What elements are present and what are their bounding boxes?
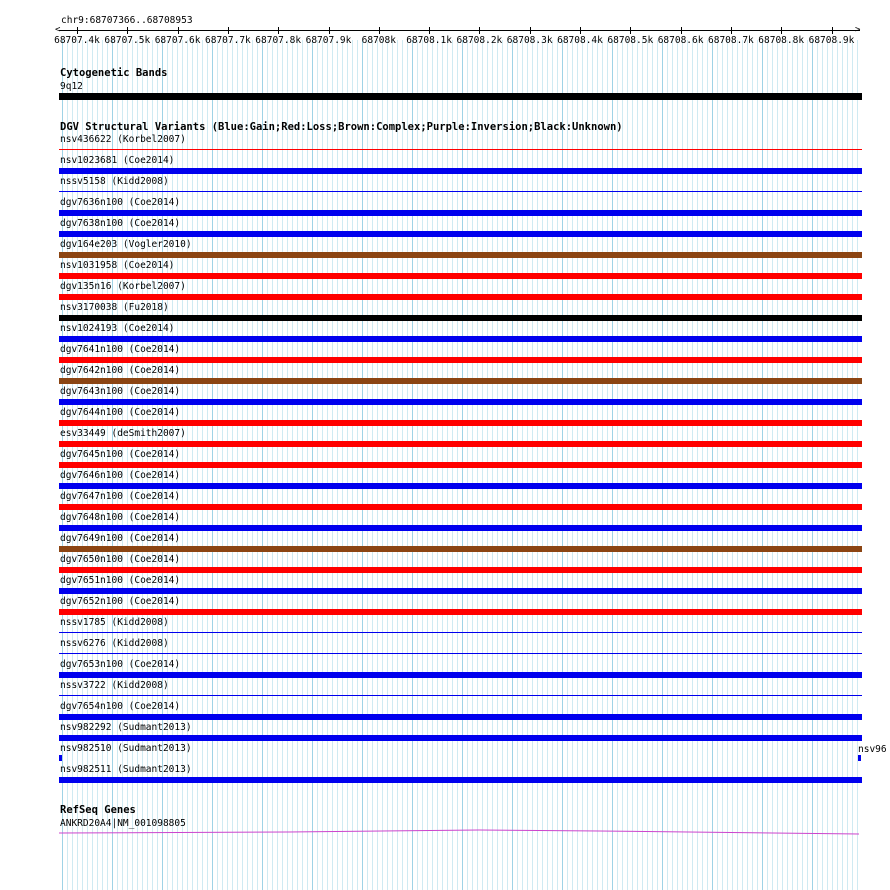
variant-label[interactable]: nsv3170038 (Fu2018)	[60, 302, 169, 313]
variant-bar[interactable]	[59, 546, 862, 552]
variant-bar[interactable]	[59, 777, 862, 783]
variant-label[interactable]: dgv7642n100 (Coe2014)	[60, 365, 181, 376]
variant-bar[interactable]	[59, 609, 862, 615]
ruler-tick-label: 68707.6k	[154, 35, 201, 46]
refseq-gene-line[interactable]	[59, 826, 862, 838]
dgv-track-title: DGV Structural Variants (Blue:Gain;Red:Loss;Brown:Complex;Purple:Inversion;Black:Unknown)	[60, 121, 623, 133]
variant-label[interactable]: nsv982511 (Sudmant2013)	[60, 764, 192, 775]
ruler-tick-label: 68708k	[361, 35, 396, 46]
ruler-tick	[228, 27, 229, 34]
variant-label[interactable]: dgv7636n100 (Coe2014)	[60, 197, 181, 208]
ruler-tick	[127, 27, 128, 34]
ruler-tick	[429, 27, 430, 34]
refseq-track-title: RefSeq Genes	[60, 804, 136, 816]
ruler-tick-label: 68708.9k	[808, 35, 855, 46]
variant-bar[interactable]	[59, 567, 862, 573]
variant-bar[interactable]	[59, 653, 862, 654]
variant-bar[interactable]	[59, 252, 862, 258]
ruler-tick-label: 68708.1k	[406, 35, 452, 46]
ruler-tick	[530, 27, 531, 34]
variant-bar[interactable]	[59, 210, 862, 216]
variant-bar[interactable]	[59, 294, 862, 300]
ruler-tick-label: 68707.9k	[305, 35, 352, 46]
ruler-tick	[630, 27, 631, 34]
ruler-tick	[479, 27, 480, 34]
ruler-tick-label: 68708.6k	[657, 35, 704, 46]
ruler-tick-label: 68708.7k	[708, 35, 754, 46]
position-label: chr9:68707366..68708953	[61, 15, 193, 26]
ruler-tick-label: 68707.5k	[104, 35, 151, 46]
cytoband-label[interactable]: 9q12	[60, 81, 83, 92]
ruler-tick	[580, 27, 581, 34]
ruler-tick-label: 68708.8k	[758, 35, 805, 46]
variant-label[interactable]: nsv1031958 (Coe2014)	[60, 260, 175, 271]
variant-label[interactable]: nssv5158 (Kidd2008)	[60, 176, 169, 187]
variant-bar[interactable]	[59, 588, 862, 594]
variant-bar[interactable]	[59, 273, 862, 279]
refseq-gene-label[interactable]: ANKRD20A4|NM_001098805	[60, 818, 186, 829]
ruler-right-arrow: >	[855, 25, 861, 35]
variant-label[interactable]: dgv7654n100 (Coe2014)	[60, 701, 181, 712]
variant-bar[interactable]	[59, 336, 862, 342]
variant-label[interactable]: nsv1024193 (Coe2014)	[60, 323, 175, 334]
ruler-tick-label: 68708.3k	[506, 35, 553, 46]
ruler-tick	[781, 27, 782, 34]
variant-label[interactable]: dgv7651n100 (Coe2014)	[60, 575, 181, 586]
variant-label[interactable]: dgv164e203 (Vogler2010)	[60, 239, 192, 250]
ruler-tick	[329, 27, 330, 34]
variant-bar[interactable]	[59, 525, 862, 531]
variant-label[interactable]: dgv7653n100 (Coe2014)	[60, 659, 181, 670]
variant-bar[interactable]	[59, 149, 862, 150]
variant-bar-edge[interactable]	[59, 755, 62, 761]
ruler-tick-label: 68708.5k	[607, 35, 654, 46]
ruler-tick-label: 68707.4k	[54, 35, 100, 46]
variant-label[interactable]: esv33449 (deSmith2007)	[60, 428, 186, 439]
ruler-tick	[832, 27, 833, 34]
ruler-tick	[681, 27, 682, 34]
ruler-tick-label: 68707.7k	[205, 35, 251, 46]
variant-label[interactable]: nssv6276 (Kidd2008)	[60, 638, 169, 649]
variant-label[interactable]: dgv7645n100 (Coe2014)	[60, 449, 181, 460]
ruler-left-arrow: <	[55, 25, 61, 35]
variant-bar[interactable]	[59, 315, 862, 321]
variant-bar-edge[interactable]	[858, 755, 861, 761]
variant-bar[interactable]	[59, 378, 862, 384]
ruler-tick	[731, 27, 732, 34]
variant-label[interactable]: dgv7652n100 (Coe2014)	[60, 596, 181, 607]
variant-bar[interactable]	[59, 483, 862, 489]
variant-bar[interactable]	[59, 357, 862, 363]
variant-label[interactable]: dgv7648n100 (Coe2014)	[60, 512, 181, 523]
variant-bar[interactable]	[59, 399, 862, 405]
variant-label[interactable]: nsv982292 (Sudmant2013)	[60, 722, 192, 733]
variant-bar[interactable]	[59, 504, 862, 510]
ruler-tick-label: 68707.8k	[255, 35, 302, 46]
variant-label[interactable]: nsv436622 (Korbel2007)	[60, 134, 186, 145]
cytoband-bar[interactable]	[59, 93, 862, 100]
variant-label[interactable]: dgv7644n100 (Coe2014)	[60, 407, 181, 418]
variant-label[interactable]: nsv982510 (Sudmant2013)	[60, 743, 192, 754]
variant-label[interactable]: dgv7641n100 (Coe2014)	[60, 344, 181, 355]
variant-bar[interactable]	[59, 632, 862, 633]
variant-label[interactable]: dgv7643n100 (Coe2014)	[60, 386, 181, 397]
ruler-axis	[59, 30, 860, 31]
ruler-tick-label: 68708.4k	[557, 35, 603, 46]
variant-bar[interactable]	[59, 695, 862, 696]
variant-bar[interactable]	[59, 714, 862, 720]
variant-label[interactable]: dgv7646n100 (Coe2014)	[60, 470, 181, 481]
variant-label[interactable]: nssv1785 (Kidd2008)	[60, 617, 169, 628]
variant-label[interactable]: dgv7649n100 (Coe2014)	[60, 533, 181, 544]
variant-bar[interactable]	[59, 420, 862, 426]
variant-label[interactable]: nssv3722 (Kidd2008)	[60, 680, 169, 691]
ruler-tick	[379, 27, 380, 34]
variant-bar[interactable]	[59, 735, 862, 741]
ruler-tick	[77, 27, 78, 34]
overflow-feature-label[interactable]: nsv96	[858, 744, 887, 755]
variant-label[interactable]: nsv1023681 (Coe2014)	[60, 155, 175, 166]
variant-bar[interactable]	[59, 672, 862, 678]
variant-label[interactable]: dgv135n16 (Korbel2007)	[60, 281, 186, 292]
variant-bar[interactable]	[59, 462, 862, 468]
variant-label[interactable]: dgv7638n100 (Coe2014)	[60, 218, 181, 229]
variant-bar[interactable]	[59, 441, 862, 447]
variant-bar[interactable]	[59, 191, 862, 192]
cytoband-track-title: Cytogenetic Bands	[60, 67, 168, 79]
variant-label[interactable]: dgv7647n100 (Coe2014)	[60, 491, 181, 502]
variant-bar[interactable]	[59, 168, 862, 174]
ruler-tick	[178, 27, 179, 34]
variant-label[interactable]: dgv7650n100 (Coe2014)	[60, 554, 181, 565]
ruler-tick-label: 68708.2k	[456, 35, 503, 46]
ruler-tick	[278, 27, 279, 34]
variant-bar[interactable]	[59, 231, 862, 237]
